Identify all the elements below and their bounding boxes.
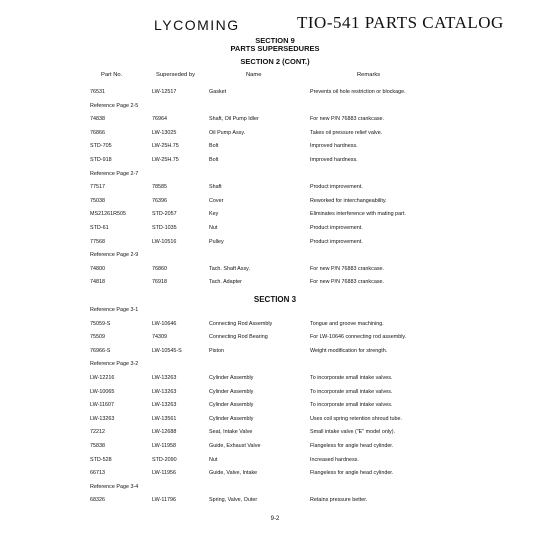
part-number-cell: STD-705 <box>90 143 112 150</box>
remarks-cell: Takes oil pressure relief valve. <box>310 129 383 136</box>
part-name-cell: Piston <box>209 347 224 354</box>
remarks-cell: Weight modification for strength. <box>310 347 388 354</box>
superseded-by-cell: LW-12517 <box>152 89 177 95</box>
part-number-cell: MS21261R505 <box>90 211 126 218</box>
table-row <box>0 130 550 138</box>
table-row <box>0 239 550 247</box>
superseded-by-cell: 76964 <box>152 116 167 123</box>
remarks-cell: Uses coil spring retention shroud tube. <box>310 415 402 422</box>
part-name-cell: Shaft, Oil Pump Idler <box>209 116 259 123</box>
table-row <box>0 225 550 233</box>
part-name-cell: Tach. Adapter <box>209 279 242 286</box>
table-row <box>0 429 550 437</box>
superseded-by-cell: LW-13263 <box>152 402 177 409</box>
part-name-cell: Spring, Valve, Outer <box>209 497 258 504</box>
superseded-by-cell: 76860 <box>152 265 167 272</box>
table-row <box>0 211 550 219</box>
remarks-cell: To incorporate small intake valves. <box>310 375 393 381</box>
part-number-cell: 74838 <box>90 116 105 123</box>
superseded-by-cell: LW-25H.75 <box>152 143 179 150</box>
part-number-cell: LW-13263 <box>90 415 115 422</box>
remarks-cell: Increased hardness. <box>310 456 359 463</box>
part-name-cell: Oil Pump Assy. <box>209 129 246 136</box>
table-row <box>0 184 550 192</box>
superseded-by-cell: LW-11958 <box>152 443 176 449</box>
table-row <box>0 321 550 329</box>
part-name-cell: Bolt <box>209 157 219 163</box>
part-name-cell: Pulley <box>209 238 224 245</box>
reference-page-label: Reference Page 3-2 <box>90 361 139 368</box>
table-row <box>0 89 550 97</box>
part-name-cell: Bolt <box>209 143 219 150</box>
part-number-cell: 74800 <box>90 265 105 272</box>
part-name-cell: Key <box>209 211 219 218</box>
part-name-cell: Nut <box>209 225 218 231</box>
part-number-cell: 72212 <box>90 429 105 436</box>
part-number-cell: 68326 <box>90 497 105 504</box>
part-name-cell: Guide, Exhaust Valve <box>209 443 261 449</box>
table-row <box>0 402 550 410</box>
section-heading-line3: SECTION 2 (CONT.) <box>240 57 310 66</box>
part-number-cell: 76531 <box>90 89 105 95</box>
table-row <box>0 157 550 165</box>
superseded-by-cell: STD-2090 <box>152 456 177 463</box>
part-number-cell: 75838 <box>90 443 105 449</box>
remarks-cell: Small intake valve ("E" model only). <box>310 429 396 436</box>
table-row <box>0 334 550 342</box>
superseded-by-cell: LW-11796 <box>152 497 176 504</box>
superseded-by-cell: LW-13263 <box>152 388 177 395</box>
part-number-cell: STD-528 <box>90 456 112 463</box>
table-row <box>0 389 550 397</box>
remarks-cell: Product improvement. <box>310 184 363 191</box>
table-row <box>0 266 550 274</box>
section3-title: SECTION 3 <box>253 295 297 304</box>
superseded-by-cell: 74309 <box>152 334 167 341</box>
superseded-by-cell: 76396 <box>152 197 167 204</box>
part-number-cell: LW-12216 <box>90 375 115 381</box>
part-number-cell: STD-918 <box>90 157 112 163</box>
remarks-cell: For LW-10646 connecting rod assembly. <box>310 334 407 341</box>
part-name-cell: Guide, Valve, Intake <box>209 470 258 477</box>
superseded-by-cell: 78585 <box>152 184 167 191</box>
remarks-cell: Improved hardness. <box>310 157 358 163</box>
reference-page-label: Reference Page 3-1 <box>90 307 139 313</box>
column-header-name: Name <box>246 72 262 78</box>
part-number-cell: 77568 <box>90 238 105 245</box>
remarks-cell: Prevents oil hole restriction or blockage. <box>310 89 406 95</box>
part-number-cell: 66713 <box>90 470 105 477</box>
column-header-remarks: Remarks <box>357 72 381 78</box>
remarks-cell: Flangeless for angle head cylinder. <box>310 443 394 449</box>
part-name-cell: Gasket <box>209 89 227 95</box>
part-number-cell: 75038 <box>90 197 105 204</box>
table-row <box>0 375 550 383</box>
part-number-cell: 76866 <box>90 129 105 136</box>
part-number-cell: 75509 <box>90 334 105 341</box>
table-row <box>0 279 550 287</box>
table-row <box>0 348 550 356</box>
table-row <box>0 198 550 206</box>
table-row <box>0 470 550 478</box>
remarks-cell: Improved hardness. <box>310 143 358 150</box>
table-row <box>0 143 550 151</box>
part-number-cell: 75059-S <box>90 320 111 327</box>
superseded-by-cell: LW-10646 <box>152 320 177 327</box>
part-name-cell: Cylinder Assembly <box>209 388 254 395</box>
part-name-cell: Seat, Intake Valve <box>209 429 253 436</box>
remarks-cell: Product improvement. <box>310 238 363 245</box>
superseded-by-cell: STD-2057 <box>152 211 177 218</box>
part-name-cell: Cover <box>209 197 224 204</box>
superseded-by-cell: LW-25H.75 <box>152 157 179 163</box>
table-row <box>0 416 550 424</box>
column-header-part-no: Part No. <box>101 72 123 78</box>
part-name-cell: Nut <box>209 456 218 463</box>
column-header-superseded-by: Superseded by <box>156 72 195 78</box>
part-number-cell: 77517 <box>90 184 105 191</box>
remarks-cell: Eliminates interference with mating part. <box>310 211 406 218</box>
section-heading-line1: SECTION 9 <box>255 36 295 45</box>
remarks-cell: For new P/N 76883 crankcase. <box>310 116 385 123</box>
remarks-cell: Retains pressure better. <box>310 497 368 504</box>
superseded-by-cell: STD-1035 <box>152 225 177 231</box>
part-name-cell: Tach. Shaft Assy. <box>209 265 250 272</box>
part-name-cell: Shaft <box>209 184 222 191</box>
part-name-cell: Connecting Rod Bearing <box>209 334 268 341</box>
part-number-cell: STD-61 <box>90 225 109 231</box>
part-name-cell: Connecting Rod Assembly <box>209 320 273 327</box>
remarks-cell: Product improvement. <box>310 225 363 231</box>
superseded-by-cell: LW-13263 <box>152 375 177 381</box>
part-name-cell: Cylinder Assembly <box>209 375 254 381</box>
remarks-cell: Flangeless for angle head cylinder. <box>310 470 394 477</box>
remarks-cell: For new P/N 76883 crankcase. <box>310 265 385 272</box>
page-number: 9-2 <box>270 516 280 522</box>
remarks-cell: Tongue and groove machining. <box>310 320 384 327</box>
reference-page-label: Reference Page 3-4 <box>90 483 139 490</box>
part-name-cell: Cylinder Assembly <box>209 402 254 409</box>
table-row <box>0 497 550 505</box>
part-number-cell: 74818 <box>90 279 105 286</box>
reference-page-label: Reference Page 2-9 <box>90 252 139 259</box>
part-number-cell: LW-11607 <box>90 402 114 409</box>
remarks-cell: For new P/N 76883 crankcase. <box>310 279 385 286</box>
superseded-by-cell: LW-13561 <box>152 415 177 422</box>
superseded-by-cell: LW-12688 <box>152 429 177 436</box>
part-name-cell: Cylinder Assembly <box>209 415 254 422</box>
table-row <box>0 443 550 451</box>
reference-page-label: Reference Page 2-7 <box>90 170 139 177</box>
superseded-by-cell: 76918 <box>152 279 167 286</box>
table-row <box>0 116 550 124</box>
header-brand: LYCOMING <box>154 17 240 33</box>
superseded-by-cell: LW-13025 <box>152 129 177 136</box>
table-row <box>0 457 550 465</box>
reference-page-label: Reference Page 2-5 <box>90 102 139 109</box>
section-heading-line2: PARTS SUPERSEDURES <box>230 44 320 53</box>
part-number-cell: 76966-S <box>90 347 111 354</box>
remarks-cell: To incorporate small intake valves. <box>310 402 393 409</box>
remarks-cell: To incorporate small intake valves. <box>310 388 393 395</box>
part-number-cell: LW-10065 <box>90 388 115 395</box>
superseded-by-cell: LW-11956 <box>152 470 176 477</box>
remarks-cell: Reworked for interchangeability. <box>310 197 387 204</box>
superseded-by-cell: LW-10516 <box>152 238 177 245</box>
superseded-by-cell: LW-10545-S <box>152 347 182 354</box>
header-title: TIO-541 PARTS CATALOG <box>297 13 504 32</box>
